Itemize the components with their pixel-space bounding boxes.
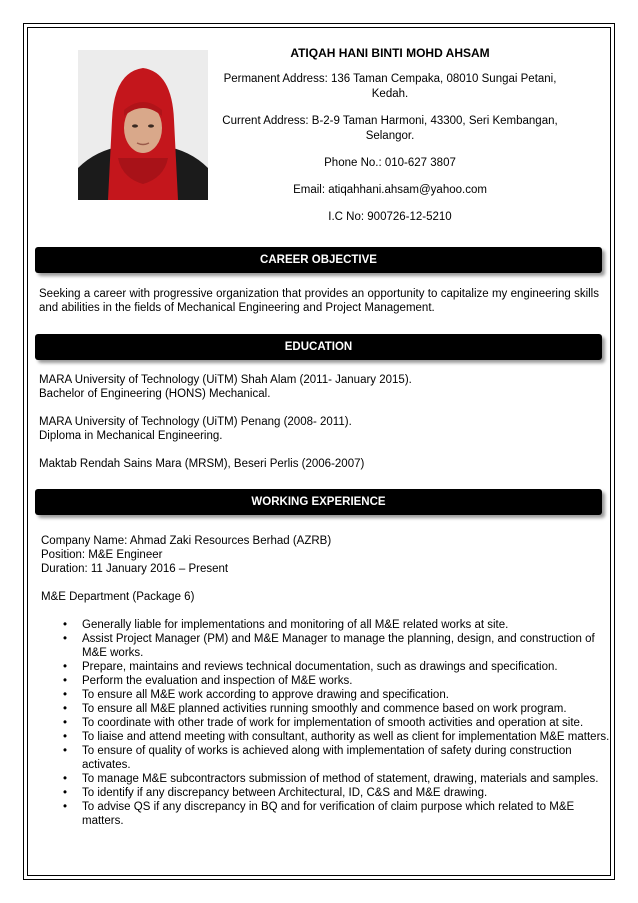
education-entry <box>39 415 599 443</box>
education-qualification: Bachelor of Engineering (HONS) Mechanical. <box>39 388 271 400</box>
duties-list <box>41 618 611 828</box>
bullet-icon: • <box>63 619 68 631</box>
department: M&E Department (Package 6) <box>41 591 195 603</box>
duty-item: • Generally liable for implementations and monitoring of all M&E related works at site. <box>63 619 509 631</box>
bullet-icon: • <box>63 773 68 785</box>
duty-item: • To identify if any discrepancy between Architectural, ID, C&S and M&E drawing. <box>63 787 488 799</box>
bullet-icon: • <box>63 633 68 645</box>
career-objective-heading: CAREER OBJECTIVE <box>35 247 602 273</box>
duty-item: • To advise QS if any discrepancy in BQ and for verification of claim purpose which related to M&E matters. <box>63 801 575 827</box>
duty-item: • To coordinate with other trade of work for implementation of smooth activities and operation at site. <box>63 717 584 729</box>
education-institution: MARA University of Technology (UiTM) Penang (2008- 2011). <box>39 416 352 428</box>
education-institution: Maktab Rendah Sains Mara (MRSM), Beseri Perlis (2006-2007) <box>39 458 365 470</box>
candidate-name: ATIQAH HANI BINTI MOHD AHSAM <box>290 46 490 60</box>
bullet-icon: • <box>63 731 68 743</box>
permanent-address: Permanent Address: 136 Taman Cempaka, 08010 Sungai Petani, Kedah. <box>223 73 557 100</box>
bullet-icon: • <box>63 745 68 757</box>
duty-item: • To liaise and attend meeting with consultant, authority as well as client for implementation M&E matters. <box>63 731 610 743</box>
contact-header <box>220 46 560 237</box>
company-name: Company Name: Ahmad Zaki Resources Berhad (AZRB) <box>41 535 332 547</box>
job-position: Position: M&E Engineer <box>41 549 163 561</box>
career-objective-text: Seeking a career with progressive organization that provides an opportunity to capitalize my engineering skills and abilities in the fields of Mechanical Engineering and Project Management. <box>39 288 599 314</box>
bullet-icon: • <box>63 661 68 673</box>
bullet-icon: • <box>63 689 68 701</box>
bullet-icon: • <box>63 703 68 715</box>
current-address: Current Address: B-2-9 Taman Harmoni, 43300, Seri Kembangan, Selangor. <box>222 115 558 142</box>
job-duration: Duration: 11 January 2016 – Present <box>41 563 229 575</box>
duty-item: • Prepare, maintains and reviews technical documentation, such as drawings and specification. <box>63 661 558 673</box>
education-heading: EDUCATION <box>35 334 602 360</box>
working-experience <box>41 534 611 828</box>
education-entry <box>39 373 599 401</box>
duty-item: • Perform the evaluation and inspection of M&E works. <box>63 675 353 687</box>
bullet-icon: • <box>63 717 68 729</box>
working-experience-heading: WORKING EXPERIENCE <box>35 489 602 515</box>
bullet-icon: • <box>63 675 68 687</box>
bullet-icon: • <box>63 787 68 799</box>
phone-number: Phone No.: 010-627 3807 <box>324 157 456 169</box>
duty-item: • To ensure all M&E work according to approve drawing and specification. <box>63 689 449 701</box>
education-qualification: Diploma in Mechanical Engineering. <box>39 430 223 442</box>
duty-item: • To manage M&E subcontractors submission of method of statement, drawing, materials and samples. <box>63 773 599 785</box>
duty-item: • Assist Project Manager (PM) and M&E Manager to manage the planning, design, and construction of M&E works. <box>63 633 595 659</box>
email-address: Email: atiqahhani.ahsam@yahoo.com <box>293 184 487 196</box>
education-list <box>39 373 599 485</box>
duty-item: • To ensure all M&E planned activities running smoothly and commence based on work program. <box>63 703 567 715</box>
ic-number: I.C No: 900726-12-5210 <box>328 211 452 223</box>
bullet-icon: • <box>63 801 68 813</box>
duty-item: • To ensure of quality of works is achieved along with implementation of safety during construction activates. <box>63 745 572 771</box>
profile-photo <box>78 50 208 200</box>
education-institution: MARA University of Technology (UiTM) Shah Alam (2011- January 2015). <box>39 374 412 386</box>
education-entry <box>39 457 599 471</box>
